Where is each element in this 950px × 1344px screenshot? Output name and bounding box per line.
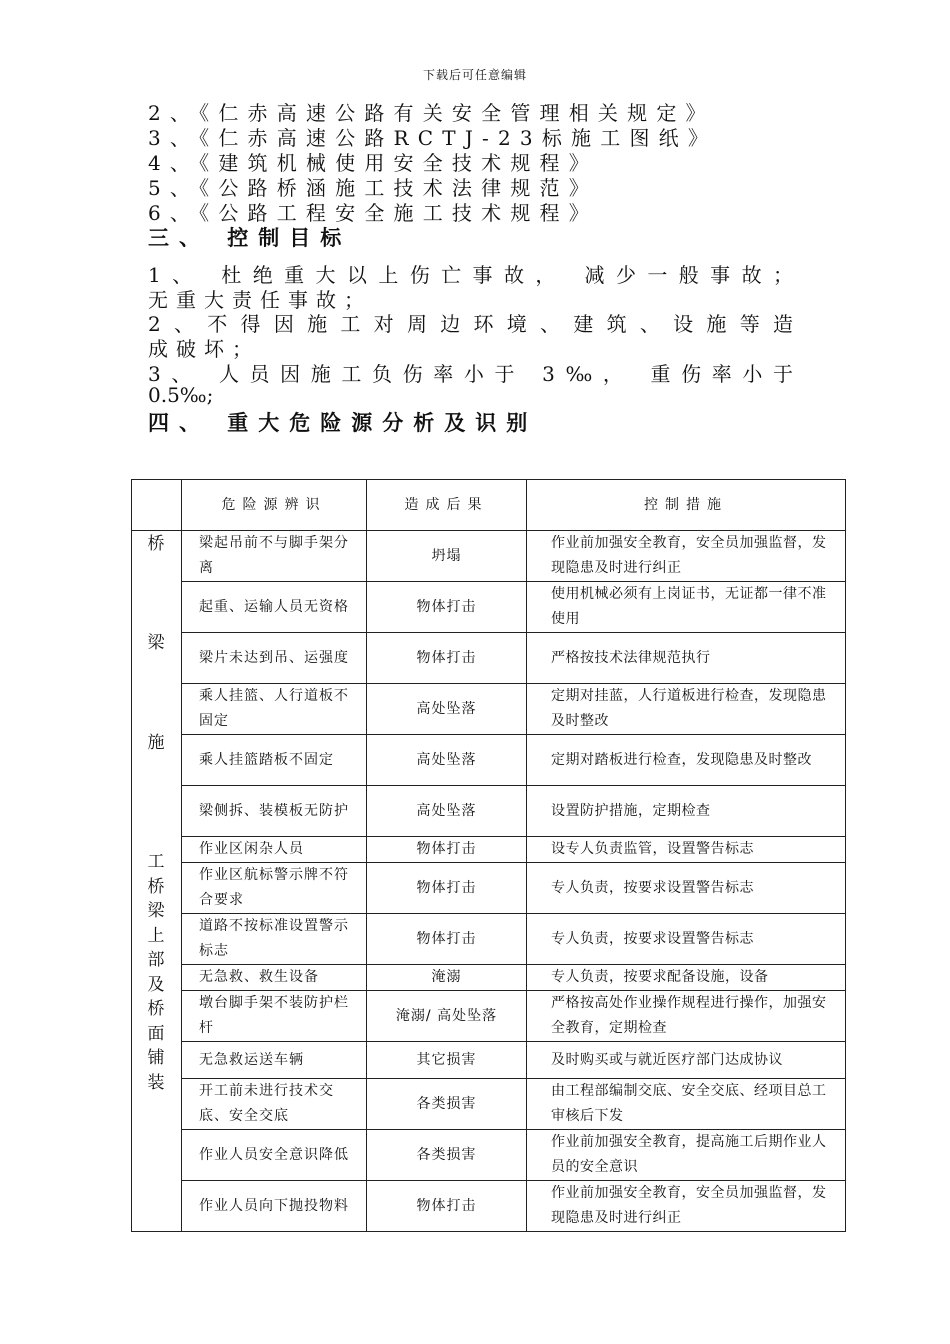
- table-row: [132, 582, 846, 633]
- table-row: [132, 837, 846, 863]
- hazard-cell: 开工前未进行技术交底、安全交底: [182, 1079, 367, 1130]
- section-3-title: 三、 控制目标: [148, 226, 352, 250]
- goal-2-line2: 成破坏；: [148, 337, 260, 361]
- consequence-cell: 淹溺/ 高处坠落: [367, 991, 527, 1042]
- category-char: 梁: [147, 901, 165, 921]
- hazard-cell: 梁片未达到吊、运强度: [182, 633, 367, 684]
- category-char: 铺: [147, 1048, 165, 1068]
- measure-cell: 作业前加强安全教育，安全员加强监督，发现隐患及时进行纠正: [527, 1181, 846, 1232]
- category-char: 上: [147, 925, 165, 946]
- header-measure: 控制措施: [527, 480, 846, 531]
- consequence-cell: 物体打击: [367, 582, 527, 633]
- table-row: [132, 863, 846, 914]
- table-row: [132, 1181, 846, 1232]
- table-row: [132, 1042, 846, 1079]
- category-char: 部: [147, 950, 165, 970]
- measure-cell: 严格按技术法律规范执行: [527, 633, 846, 684]
- hazard-cell: 梁起吊前不与脚手架分离: [182, 531, 367, 582]
- measure-cell: 定期对踏板进行检查，发现隐患及时整改: [527, 735, 846, 786]
- hazard-cell: 乘人挂篮、人行道板不固定: [182, 684, 367, 735]
- table-row: [132, 531, 846, 582]
- hazard-cell: 梁侧拆、装模板无防护: [182, 786, 367, 837]
- table-row: [132, 633, 846, 684]
- goal-1-line1: 1、 杜绝重大以上伤亡事故， 减少一般事故；: [148, 263, 793, 287]
- measure-cell: 专人负责，按要求设置警告标志: [527, 863, 846, 914]
- table-row: [132, 1130, 846, 1181]
- goal-1-line2: 无重大责任事故；: [148, 288, 372, 312]
- table-header-row: [132, 480, 846, 531]
- hazard-cell: 作业人员安全意识降低: [182, 1130, 367, 1181]
- category-char: 工: [147, 852, 165, 872]
- table-row: [132, 786, 846, 837]
- consequence-cell: 高处坠落: [367, 786, 527, 837]
- category-char: 及: [147, 974, 165, 995]
- table-row: [132, 991, 846, 1042]
- table-row: [132, 684, 846, 735]
- consequence-cell: 物体打击: [367, 914, 527, 965]
- hazard-cell: 作业区航标警示牌不符合要求: [182, 863, 367, 914]
- category-char: 梁: [147, 633, 165, 653]
- consequence-cell: 高处坠落: [367, 735, 527, 786]
- hazard-cell: 作业人员向下抛投物料: [182, 1181, 367, 1232]
- section-4-title: 四、 重大危险源分析及识别: [148, 411, 538, 435]
- consequence-cell: 各类损害: [367, 1079, 527, 1130]
- consequence-cell: 其它损害: [367, 1042, 527, 1079]
- category-char: 桥: [147, 534, 165, 554]
- table-row: [132, 914, 846, 965]
- goal-2-line1: 2、不得因施工对周边环境、建筑、设施等造: [148, 312, 793, 336]
- consequence-cell: 高处坠落: [367, 684, 527, 735]
- goal-3-line1: 3、 人员因施工负伤率小于 3‰， 重伤率小于: [148, 362, 793, 386]
- table-row: [132, 1079, 846, 1130]
- table-row: [132, 965, 846, 991]
- reference-item: 6、《公路工程安全施工技术规程》: [148, 201, 598, 225]
- hazard-cell: 无急救运送车辆: [182, 1042, 367, 1079]
- measure-cell: 作业前加强安全教育，提高施工后期作业人员的安全意识: [527, 1130, 846, 1181]
- category-char: 桥: [147, 999, 165, 1019]
- goal-3-line2: 0.5‰;: [148, 383, 214, 407]
- page-header: 下载后可任意编辑: [422, 68, 527, 82]
- header-consequence: 造成后果: [367, 480, 527, 531]
- consequence-cell: 各类损害: [367, 1130, 527, 1181]
- consequence-cell: 坍塌: [367, 531, 527, 582]
- category-vertical-text: [132, 850, 180, 1095]
- hazard-cell: 道路不按标准设置警示标志: [182, 914, 367, 965]
- hazard-cell: 作业区闲杂人员: [182, 837, 367, 863]
- category-char: 面: [147, 1023, 165, 1044]
- category-cell: [132, 531, 182, 1232]
- measure-cell: 设置防护措施，定期检查: [527, 786, 846, 837]
- reference-item: 2、《仁赤高速公路有关安全管理相关规定》: [148, 101, 715, 125]
- measure-cell: 设专人负责监管，设置警告标志: [527, 837, 846, 863]
- category-char: 施: [147, 733, 165, 753]
- hazard-cell: 墩台脚手架不装防护栏杆: [182, 991, 367, 1042]
- measure-cell: 使用机械必须有上岗证书，无证都一律不准使用: [527, 582, 846, 633]
- consequence-cell: 物体打击: [367, 633, 527, 684]
- reference-item: 4、《建筑机械使用安全技术规程》: [148, 151, 598, 175]
- hazard-table: [131, 479, 846, 1232]
- consequence-cell: 物体打击: [367, 837, 527, 863]
- measure-cell: 专人负责，按要求配备设施，设备: [527, 965, 846, 991]
- measure-cell: 及时购买或与就近医疗部门达成协议: [527, 1042, 846, 1079]
- measure-cell: 专人负责，按要求设置警告标志: [527, 914, 846, 965]
- consequence-cell: 淹溺: [367, 965, 527, 991]
- hazard-cell: 起重、运输人员无资格: [182, 582, 367, 633]
- reference-item: 5、《公路桥涵施工技术法律规范》: [148, 176, 598, 200]
- header-category: [132, 480, 182, 531]
- measure-cell: 作业前加强安全教育，安全员加强监督，发现隐患及时进行纠正: [527, 531, 846, 582]
- consequence-cell: 物体打击: [367, 863, 527, 914]
- hazard-cell: 无急救、救生设备: [182, 965, 367, 991]
- reference-item: 3、《仁赤高速公路RCTJ-23标施工图纸》: [148, 126, 718, 150]
- measure-cell: 严格按高处作业操作规程进行操作，加强安全教育，定期检查: [527, 991, 846, 1042]
- category-char: 桥: [147, 876, 165, 897]
- header-hazard: 危险源辨识: [182, 480, 367, 531]
- table-row: [132, 735, 846, 786]
- consequence-cell: 物体打击: [367, 1181, 527, 1232]
- category-char: 装: [147, 1072, 165, 1093]
- measure-cell: 由工程部编制交底、安全交底、经项目总工审核后下发: [527, 1079, 846, 1130]
- hazard-cell: 乘人挂篮踏板不固定: [182, 735, 367, 786]
- measure-cell: 定期对挂蓝，人行道板进行检查，发现隐患及时整改: [527, 684, 846, 735]
